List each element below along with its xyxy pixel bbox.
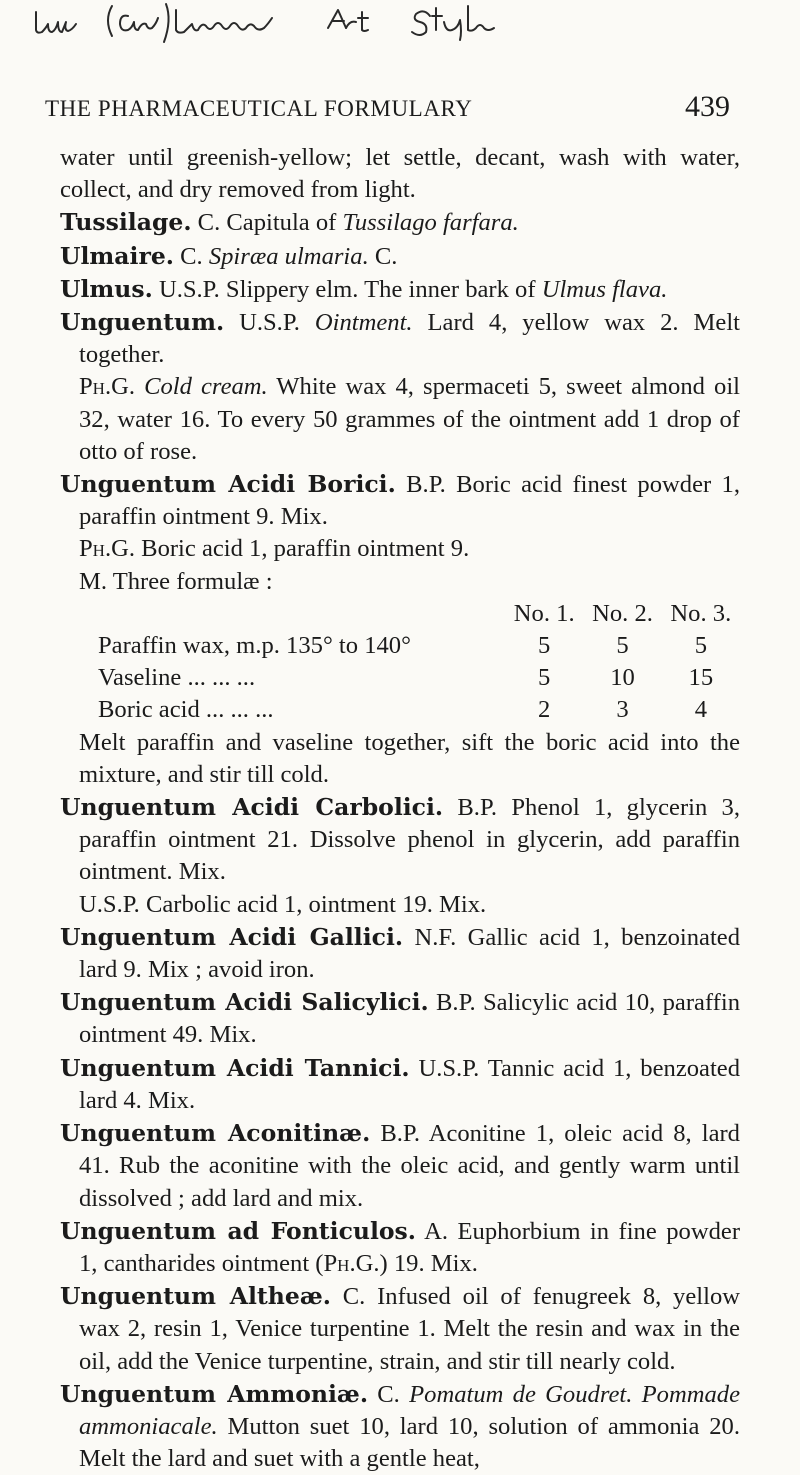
continuation-paragraph: water until greenish-yellow; let settle, decant, wash with water, collect, and dry removed from light.: [60, 144, 740, 204]
entry-heading: Unguentum Ammoniæ.: [60, 1379, 368, 1408]
entry-ulmaire: [60, 240, 740, 273]
entry-text: C. Capitula of: [191, 209, 343, 237]
running-header: [45, 90, 730, 130]
entry-text: B.P. Boric acid finest powder 1, paraffin ointment 9. Mix.: [79, 471, 740, 531]
entry-text: White wax 4, spermaceti 5, sweet almond oil 32, water 16. To every 50 grammes of the ointment add 1 drop of otto of rose.: [79, 373, 740, 465]
entry-subtitle: Pomatum de Goudret. Pommade ammoniacale.: [79, 1380, 740, 1440]
entry-unguentum: [60, 306, 740, 371]
entry-text: Mutton suet 10, lard 10, solution of ammonia 20. Melt the lard and suet with a gentle heat,: [79, 1412, 740, 1473]
column-header: No. 3.: [670, 599, 732, 627]
formulary-text: [60, 142, 740, 1475]
entry-acidi-tannici: [60, 1052, 740, 1117]
pharmacopoeia-label: Ph.G.: [323, 1249, 380, 1277]
entry-unguentum-phg: [60, 371, 740, 468]
entry-aconitinae: [60, 1117, 740, 1215]
entry-text: C.: [368, 242, 398, 270]
amount-cell: 5: [694, 632, 707, 660]
formula-table: [79, 598, 740, 727]
entry-althaeae: [60, 1280, 740, 1378]
amount-cell: 3: [616, 696, 629, 724]
entry-text: U.S.P.: [224, 309, 315, 337]
entry-acidi-borici: [60, 468, 740, 533]
entry-latin-name: Ulmus flava.: [541, 275, 668, 303]
table-row: [79, 630, 740, 662]
pharmacopoeia-label: Ph.G.: [79, 535, 136, 563]
entry-text: N.F. Gallic acid 1, benzoinated lard 9. Mix ; avoid iron.: [79, 923, 740, 984]
amount-cell: 5: [616, 632, 629, 660]
column-header: No. 2.: [592, 599, 653, 627]
entry-heading: Unguentum Acidi Carbolici.: [60, 793, 444, 822]
amount-cell: 5: [538, 632, 551, 660]
entry-acidi-gallici: [60, 921, 740, 986]
entry-subtitle: Ointment.: [314, 309, 413, 337]
entry-latin-name: Spiræa ulmaria.: [208, 242, 369, 270]
entry-text: C.: [368, 1380, 410, 1408]
running-title: THE PHARMACEUTICAL FORMULARY: [45, 96, 473, 121]
entry-text: U.S.P. Tannic acid 1, benzoated lard 4. Mix.: [79, 1054, 740, 1114]
formula-table-header: [79, 598, 740, 630]
pharmacopoeia-label: Ph.G.: [79, 373, 136, 401]
entry-ulmus: [60, 273, 740, 306]
entry-text: B.P. Phenol 1, glycerin 3, paraffin ointment 21. Dissolve phenol in glycerin, add paraffin ointment. Mix.: [79, 794, 740, 886]
entry-acidi-borici-method: Melt paraffin and vaseline together, sift the boric acid into the mixture, and stir till cold.: [79, 728, 740, 788]
page-number: 439: [685, 90, 730, 123]
entry-text: C.: [173, 242, 209, 270]
entry-text: U.S.P. Slippery elm. The inner bark of: [152, 275, 542, 303]
entry-heading: Unguentum ad Fonticulos.: [60, 1216, 416, 1245]
amount-cell: 4: [694, 696, 707, 724]
entry-acidi-borici-formulae: M. Three formulæ :: [79, 567, 273, 595]
ingredient-cell: Paraffin wax, m.p. 135° to 140°: [98, 632, 411, 660]
entry-heading: Unguentum Acidi Borici.: [60, 470, 396, 499]
entry-heading: Ulmus.: [60, 274, 153, 303]
entry-text: A. Euphorbium in fine powder 1, cantharides ointment (: [79, 1217, 741, 1277]
entry-acidi-carbolici-usp: U.S.P. Carbolic acid 1, ointment 19. Mix.: [79, 890, 487, 918]
amount-cell: 5: [538, 664, 551, 692]
ingredient-cell: Boric acid ... ... ...: [98, 696, 274, 724]
column-header: No. 1.: [513, 599, 575, 627]
entry-acidi-salicylici: [60, 986, 740, 1051]
entry-heading: Ulmaire.: [60, 241, 174, 270]
amount-cell: 10: [610, 664, 635, 692]
table-row: [79, 694, 740, 726]
entry-text: ) 19. Mix.: [379, 1249, 478, 1277]
entry-latin-name: Tussilago farfara.: [342, 209, 519, 237]
entry-heading: Unguentum Acidi Salicylici.: [60, 988, 429, 1017]
entry-heading: Unguentum Acidi Tannici.: [60, 1053, 410, 1082]
amount-cell: 15: [688, 664, 714, 692]
table-row: [79, 662, 740, 694]
entry-heading: Unguentum.: [60, 308, 225, 337]
entry-tussilage: [60, 206, 740, 239]
entry-ammoniae: [60, 1378, 740, 1475]
amount-cell: 2: [538, 696, 551, 724]
entry-text: Lard 4, yellow wax 2. Melt together.: [79, 309, 740, 369]
handwritten-note-signature: [28, 2, 728, 44]
entry-heading: Unguentum Acidi Gallici.: [60, 922, 404, 951]
entry-heading: Unguentum Aconitinæ.: [60, 1119, 371, 1148]
entry-text: C. Infused oil of fenugreek 8, yellow wax 2, resin 1, Venice turpentine 1. Melt the resin and wax in the oil, add the Venice turpentine, strain, and stir till nearly cold.: [79, 1283, 740, 1375]
ingredient-cell: Vaseline ... ... ...: [98, 664, 256, 692]
entry-ad-fonticulos: [60, 1215, 740, 1280]
entry-subtitle: Cold cream.: [144, 373, 268, 401]
entry-acidi-borici-phg: [60, 533, 740, 565]
entry-text: B.P. Salicylic acid 10, paraffin ointment 49. Mix.: [79, 989, 740, 1049]
entry-acidi-carbolici: [60, 791, 740, 889]
entry-heading: Tussilage.: [60, 208, 192, 237]
entry-heading: Unguentum Altheæ.: [60, 1282, 331, 1311]
entry-text: B.P. Aconitine 1, oleic acid 8, lard 41. Rub the aconitine with the oleic acid, and gently warm until dissolved ; add lard and mix.: [79, 1120, 740, 1212]
entry-text: Boric acid 1, paraffin ointment 9.: [135, 535, 470, 563]
